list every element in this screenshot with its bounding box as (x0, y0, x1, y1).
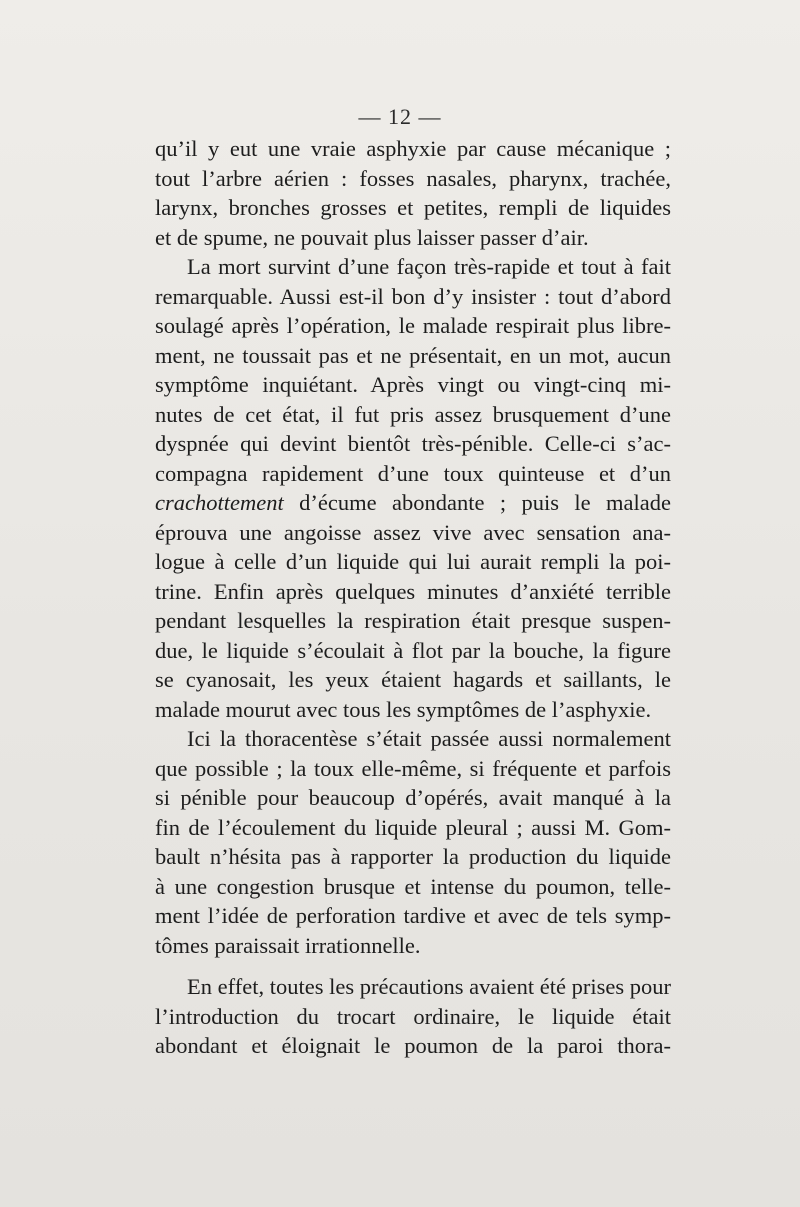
text-line: si pénible pour beaucoup d’opérés, avait manqué à la (155, 785, 671, 810)
text-line: à une congestion brusque et intense du poumon, telle- (155, 873, 671, 899)
text-line: remarquable. Aussi est-il bon d’y insister : tout d’abord (155, 283, 671, 309)
text-line: nutes de cet état, il fut pris assez brusquement d’une (155, 401, 671, 427)
text-line: dyspnée qui devint bientôt très-pénible. Celle-ci s’ac- (155, 431, 671, 456)
text-line: pendant lesquelles la respiration était presque suspen- (155, 608, 671, 633)
text-line: ment l’idée de perforation tardive et avec de tels symp- (155, 903, 671, 928)
text-line: éprouva une angoisse assez vive avec sensation ana- (155, 519, 671, 545)
text-line: logue à celle d’un liquide qui lui aurait rempli la poi- (155, 549, 671, 574)
text-line: soulagé après l’opération, le malade respirait plus libre- (155, 313, 671, 338)
paragraph-2 (155, 252, 671, 724)
text-line: malade mourut avec tous les symptômes de l’asphyxie. (155, 696, 652, 722)
text-line: compagna rapidement d’une toux quinteuse et d’un (155, 460, 671, 486)
text-line: ment, ne toussait pas et ne présentait, en un mot, aucun (155, 342, 671, 368)
text-line: bault n’hésita pas à rapporter la production du liquide (155, 844, 671, 869)
text-line: abondant et éloignait le poumon de la paroi thora- (155, 1033, 671, 1058)
text-line: En effet, toutes les précautions avaient été prises pour (187, 974, 671, 999)
paragraph-spacer (155, 960, 671, 972)
text-line: larynx, bronches grosses et petites, rempli de liquides (155, 195, 671, 220)
page-number: — 12 — (358, 104, 442, 129)
body-text (155, 134, 671, 1061)
paragraph-1 (155, 134, 671, 252)
text-line: Ici la thoracentèse s’était passée aussi normalement (187, 726, 671, 751)
text-line: fin de l’écoulement du liquide pleural ; aussi M. Gom- (155, 814, 671, 840)
text-line: tômes paraissait irrationnelle. (155, 932, 421, 958)
text-line: symptôme inquiétant. Après vingt ou vingt-cinq mi- (155, 372, 671, 397)
text-line: et de spume, ne pouvait plus laisser passer d’air. (155, 224, 589, 250)
italic-term: crachottement (155, 490, 284, 515)
text-line: due, le liquide s’écoulait à flot par la bouche, la figure (155, 637, 671, 663)
text-fragment: d’écume abondante ; puis le malade (283, 490, 671, 515)
text-line: se cyanosait, les yeux étaient hagards et saillants, le (155, 667, 671, 692)
paragraph-3 (155, 724, 671, 960)
text-line: La mort survint d’une façon très-rapide et tout à fait (187, 254, 671, 279)
text-line-italic (155, 488, 671, 518)
text-line: trine. Enfin après quelques minutes d’anxiété terrible (155, 578, 671, 604)
paragraph-4 (155, 972, 671, 1061)
text-line: qu’il y eut une vraie asphyxie par cause mécanique ; (155, 136, 671, 161)
text-line: l’introduction du trocart ordinaire, le liquide était (155, 1003, 671, 1029)
text-line: que possible ; la toux elle-même, si fréquente et parfois (155, 755, 671, 781)
text-line: tout l’arbre aérien : fosses nasales, pharynx, trachée, (155, 165, 671, 191)
